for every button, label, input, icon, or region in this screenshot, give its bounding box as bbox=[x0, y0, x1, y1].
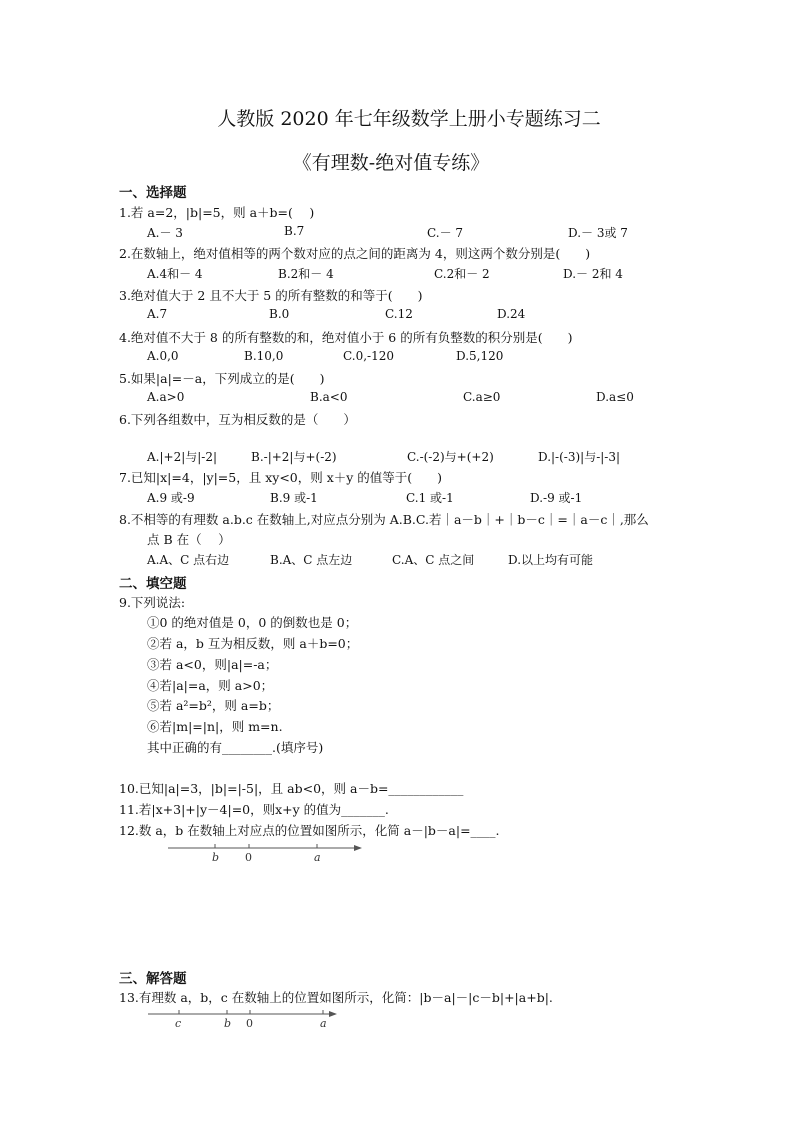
question-2-stem: 2.在数轴上，绝对值相等的两个数对应的点之间的距离为 4，则这两个数分别是( ) bbox=[119, 246, 591, 261]
question-1-option-c: C.－ 7 bbox=[427, 226, 464, 240]
question-1-option-b: B.7 bbox=[284, 224, 305, 238]
question-1-option-d: D.－ 3或 7 bbox=[568, 226, 628, 240]
section-heading-fill: 二、填空题 bbox=[119, 576, 187, 592]
question-6-option-a: A.|+2|与|-2| bbox=[147, 450, 218, 464]
question-8-stem-continued: 点 B 在（ ） bbox=[147, 532, 231, 547]
question-5-option-a: A.a>0 bbox=[147, 390, 185, 404]
question-8-option-d: D.以上均有可能 bbox=[508, 553, 594, 567]
question-8-stem: 8.不相等的有理数 a.b.c 在数轴上,对应点分别为 A.B.C.若｜a－b｜+｜b－c｜=｜a－c｜,那么 bbox=[119, 512, 649, 527]
question-2-option-a: A.4和－ 4 bbox=[147, 267, 203, 281]
question-6-option-d: D.|-(-3)|与-|-3| bbox=[538, 450, 621, 464]
question-6-option-b: B.-|+2|与+(-2) bbox=[251, 450, 337, 464]
arrow-head-icon bbox=[329, 1011, 337, 1017]
question-3-stem: 3.绝对值大于 2 且不大于 5 的所有整数的和等于( ) bbox=[119, 288, 423, 303]
question-4-option-d: D.5,120 bbox=[456, 349, 504, 363]
question-3-option-a: A.7 bbox=[147, 307, 168, 321]
question-12-stem: 12.数 a，b 在数轴上对应点的位置如图所示，化简 a－|b－a|=____. bbox=[119, 823, 500, 838]
number-line-q13 bbox=[140, 1004, 350, 1034]
question-2-option-c: C.2和－ 2 bbox=[434, 267, 490, 281]
page-subtitle: 《有理数-绝对值专练》 bbox=[292, 152, 490, 174]
question-11-stem: 11.若|x+3|+|y－4|=0，则x+y 的值为_______. bbox=[119, 802, 389, 817]
question-9-item-5: ⑤若 a²=b²，则 a=b； bbox=[147, 698, 280, 713]
question-9-item-4: ④若|a|=a，则 a>0； bbox=[147, 678, 274, 693]
question-13-stem: 13.有理数 a，b，c 在数轴上的位置如图所示，化简：|b－a|－|c－b|+|a+b|. bbox=[119, 990, 553, 1005]
question-8-option-b: B.A、C 点左边 bbox=[270, 553, 353, 567]
label-c: c bbox=[175, 1017, 182, 1030]
page-title: 人教版 2020 年七年级数学上册小专题练习二 bbox=[217, 108, 601, 130]
label-zero: 0 bbox=[245, 851, 252, 864]
question-8-option-c: C.A、C 点之间 bbox=[392, 553, 475, 567]
question-9-item-2: ②若 a，b 互为相反数，则 a＋b=0； bbox=[147, 636, 359, 651]
question-9-item-6: ⑥若|m|=|n|，则 m=n. bbox=[147, 719, 283, 734]
question-1-stem: 1.若 a=2，|b|=5，则 a＋b=( ) bbox=[119, 205, 315, 220]
question-10-stem: 10.已知|a|=3，|b|=|-5|，且 ab<0，则 a－b=____________ bbox=[119, 781, 464, 796]
question-8-option-a: A.A、C 点右边 bbox=[147, 553, 230, 567]
label-a: a bbox=[320, 1017, 327, 1030]
question-9-ending: 其中正确的有________.(填序号) bbox=[147, 740, 324, 755]
number-line-q12 bbox=[160, 838, 370, 868]
section-heading-choice: 一、选择题 bbox=[119, 185, 187, 201]
question-4-option-b: B.10,0 bbox=[244, 349, 284, 363]
question-6-stem: 6.下列各组数中，互为相反数的是（ ） bbox=[119, 412, 356, 427]
question-5-stem: 5.如果|a|=－a，下列成立的是( ) bbox=[119, 371, 325, 386]
question-4-stem: 4.绝对值不大于 8 的所有整数的和，绝对值小于 6 的所有负整数的积分别是( ) bbox=[119, 330, 573, 345]
question-7-option-a: A.9 或-9 bbox=[147, 491, 195, 505]
question-7-option-d: D.-9 或-1 bbox=[530, 491, 583, 505]
question-7-stem: 7.已知|x|=4，|y|=5，且 xy<0，则 x＋y 的值等于( ) bbox=[119, 470, 443, 485]
arrow-head-icon bbox=[354, 845, 362, 851]
question-5-option-c: C.a≥0 bbox=[463, 390, 501, 404]
question-9-stem: 9.下列说法: bbox=[119, 595, 186, 610]
label-a: a bbox=[314, 851, 321, 864]
label-b: b bbox=[224, 1017, 232, 1030]
question-7-option-b: B.9 或-1 bbox=[270, 491, 318, 505]
question-5-option-d: D.a≤0 bbox=[596, 390, 634, 404]
question-3-option-d: D.24 bbox=[497, 307, 526, 321]
question-5-option-b: B.a<0 bbox=[310, 390, 348, 404]
question-4-option-a: A.0,0 bbox=[147, 349, 179, 363]
question-2-option-b: B.2和－ 4 bbox=[278, 267, 334, 281]
question-1-option-a: A.－ 3 bbox=[147, 226, 183, 240]
question-2-option-d: D.－ 2和 4 bbox=[563, 267, 623, 281]
label-zero: 0 bbox=[246, 1017, 253, 1030]
question-7-option-c: C.1 或-1 bbox=[406, 491, 454, 505]
question-6-option-c: C.-(-2)与+(+2) bbox=[407, 450, 494, 464]
question-9-item-3: ③若 a<0，则|a|=-a； bbox=[147, 657, 278, 672]
question-3-option-b: B.0 bbox=[269, 307, 290, 321]
label-b: b bbox=[212, 851, 220, 864]
question-4-option-c: C.0,-120 bbox=[343, 349, 394, 363]
section-heading-solve: 三、解答题 bbox=[119, 971, 187, 987]
question-3-option-c: C.12 bbox=[385, 307, 413, 321]
question-9-item-1: ①0 的绝对值是 0，0 的倒数也是 0； bbox=[147, 615, 358, 630]
